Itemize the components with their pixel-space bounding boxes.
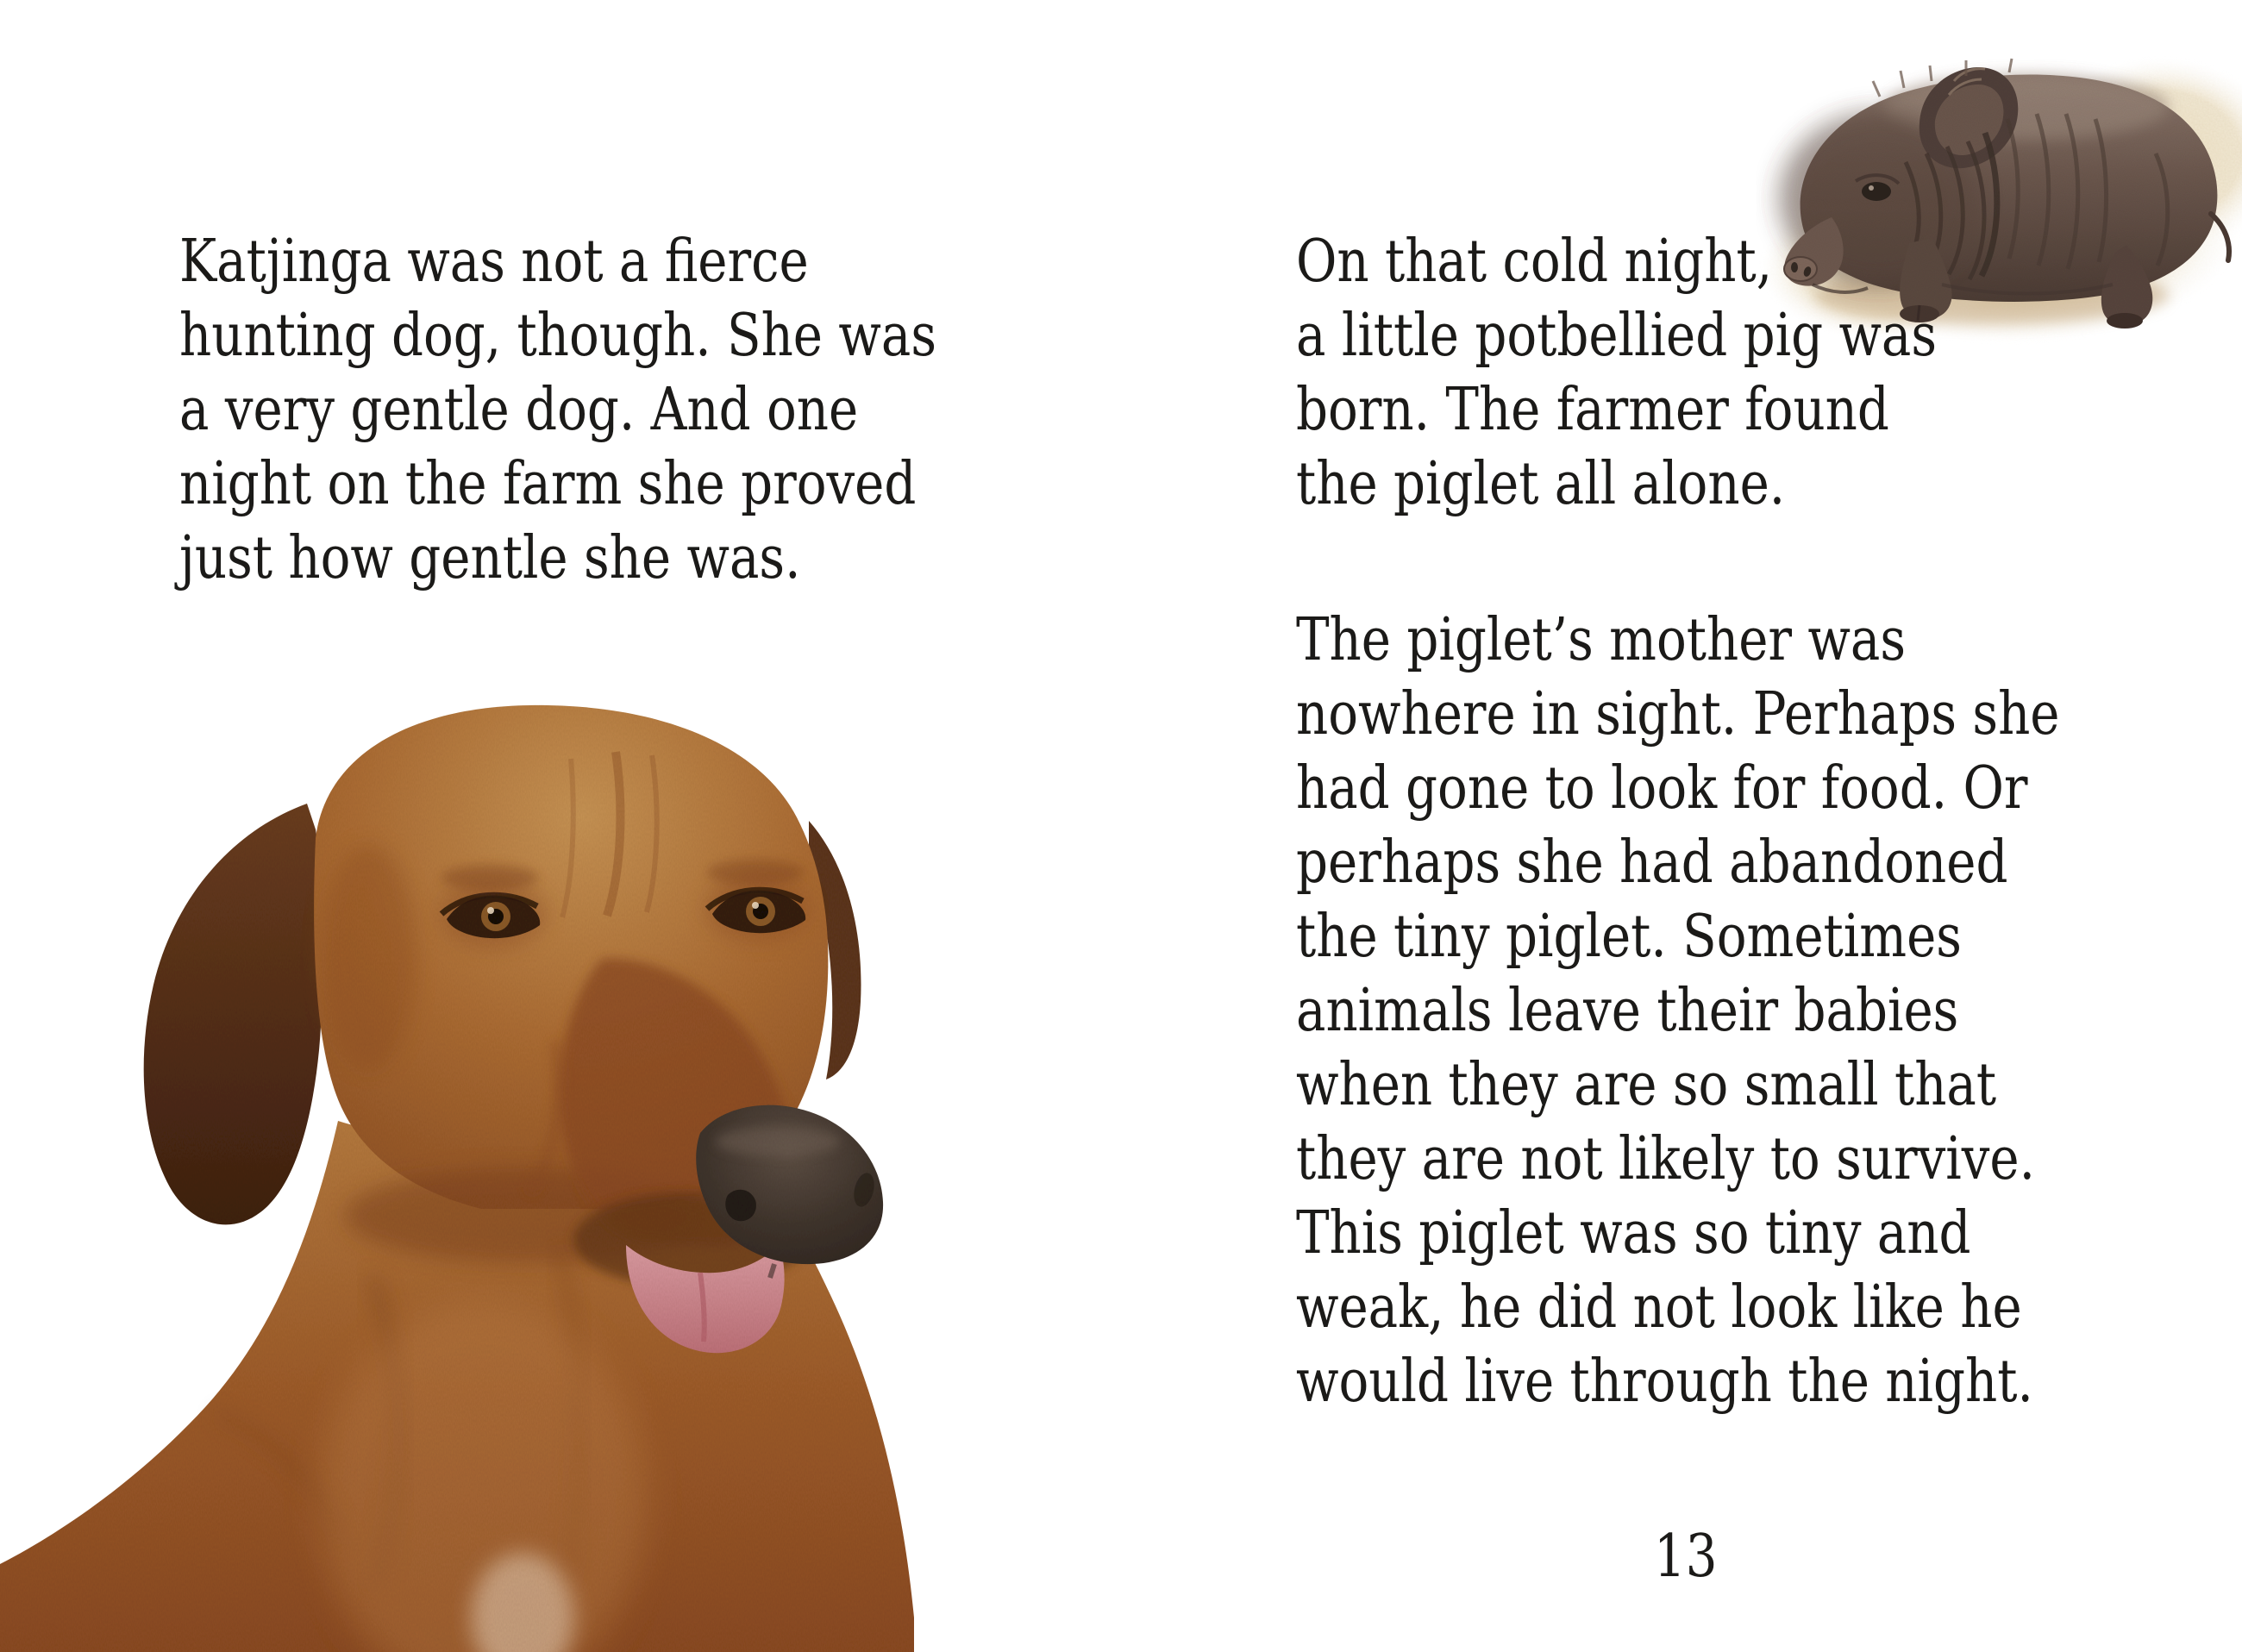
paragraph-katjinga	[179, 225, 936, 596]
text-line: a little potbellied pig was	[1296, 302, 1938, 370]
paragraph-pig-born	[1296, 225, 2060, 522]
text-line: when they are so small that	[1296, 1051, 1997, 1119]
paragraph-pig-mother	[1296, 604, 2060, 1419]
text-line: This piglet was so tiny and	[1296, 1199, 1971, 1267]
dog-left-ear	[144, 804, 323, 1224]
text-line: weak, he did not look like he	[1296, 1273, 2022, 1342]
dog-right-eye	[705, 860, 809, 942]
text-line: perhaps she had abandoned	[1296, 829, 2008, 897]
left-column	[179, 225, 936, 596]
dog-photo	[0, 673, 914, 1652]
text-line: born. The farmer found	[1296, 376, 1889, 444]
text-line: animals leave their babies	[1296, 977, 1959, 1045]
text-line: a very gentle dog. And one	[179, 376, 859, 444]
text-line: they are not likely to survive.	[1296, 1125, 2035, 1193]
text-line: would live through the night.	[1296, 1348, 2033, 1416]
right-column	[1296, 225, 2060, 1419]
text-line: had gone to look for food. Or	[1296, 754, 2028, 823]
text-line: The piglet’s mother was	[1296, 606, 1907, 674]
page-number: 13	[1654, 1523, 1718, 1591]
text-line: the piglet all alone.	[1296, 450, 1786, 518]
text-line: night on the farm she proved	[179, 450, 917, 518]
text-line: hunting dog, though. She was	[179, 302, 936, 370]
text-line: Katjinga was not a fierce	[179, 228, 809, 296]
piglet-eye	[1862, 182, 1891, 201]
text-line: On that cold night,	[1296, 228, 1773, 296]
text-line: just how gentle she was.	[179, 524, 801, 592]
text-line: nowhere in sight. Perhaps she	[1296, 680, 2060, 748]
dog-figure	[0, 705, 914, 1652]
text-line: the tiny piglet. Sometimes	[1296, 903, 1962, 971]
dog-left-eye	[440, 865, 547, 948]
